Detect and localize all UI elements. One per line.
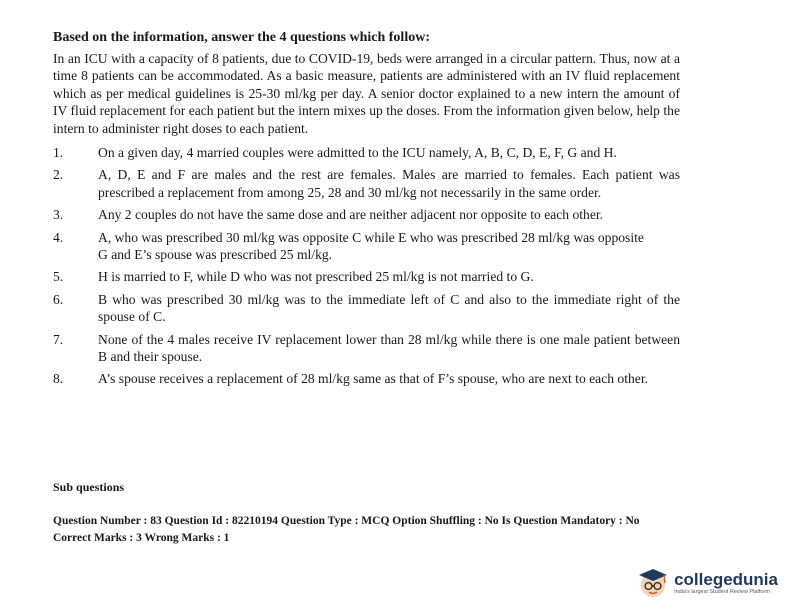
marks-meta-line: Correct Marks : 3 Wrong Marks : 1 bbox=[53, 532, 230, 544]
clue-text: H is married to F, while D who was not prescribed 25 ml/kg is not married to G. bbox=[98, 269, 534, 285]
clue-item bbox=[53, 229, 680, 264]
clue-text-continuation: G and E’s spouse was prescribed 25 ml/kg. bbox=[98, 247, 333, 263]
clue-list bbox=[53, 144, 680, 393]
clue-item bbox=[53, 206, 680, 223]
clue-number: 6. bbox=[53, 291, 64, 307]
clue-item bbox=[53, 144, 680, 161]
clue-number: 2. bbox=[53, 167, 64, 183]
clue-text: Any 2 couples do not have the same dose and are neither adjacent nor opposite to each other. bbox=[98, 207, 604, 223]
clue-number: 5. bbox=[53, 269, 64, 285]
clue-text: A, who was prescribed 30 ml/kg was opposite C while E who was prescribed 28 ml/kg was opposite bbox=[98, 229, 644, 245]
question-meta bbox=[53, 513, 640, 547]
student-mascot-icon bbox=[636, 566, 670, 600]
sub-questions-label: Sub questions bbox=[53, 480, 125, 494]
clue-number: 7. bbox=[53, 331, 64, 347]
clue-number: 3. bbox=[53, 207, 64, 223]
collegedunia-logo[interactable] bbox=[636, 566, 778, 600]
question-meta-line: Question Number : 83 Question Id : 82210194 Question Type : MCQ Option Shuffling : No Is Question Mandatory : No bbox=[53, 515, 640, 527]
logo-tagline: India's largest Student Review Platform bbox=[674, 589, 770, 595]
clue-text: None of the 4 males receive IV replacement lower than 28 ml/kg while there is one male patient between B and their spouse. bbox=[98, 331, 680, 365]
clue-item bbox=[53, 291, 680, 326]
clue-number: 1. bbox=[53, 145, 64, 160]
clue-number: 8. bbox=[53, 371, 64, 387]
section-heading: Based on the information, answer the 4 questions which follow: bbox=[53, 30, 430, 45]
clue-text: A’s spouse receives a replacement of 28 ml/kg same as that of F’s spouse, who are next to each other. bbox=[98, 371, 649, 387]
clue-item bbox=[53, 268, 680, 285]
clue-item bbox=[53, 370, 680, 387]
clue-item bbox=[53, 166, 680, 201]
logo-wordmark: collegedunia bbox=[674, 570, 778, 589]
clue-text: On a given day, 4 married couples were admitted to the ICU namely, A, B, C, D, E, F, G and H. bbox=[98, 145, 617, 160]
clue-item bbox=[53, 331, 680, 366]
clue-number: 4. bbox=[53, 229, 64, 245]
clue-text: B who was prescribed 30 ml/kg was to the immediate left of C and also to the immediate right of the spouse of C. bbox=[98, 291, 680, 325]
clue-text: A, D, E and F are males and the rest are females. Males are married to females. Each patient was prescribed a replacement from among 25, 28 and 30 ml/kg not necessarily in the same order. bbox=[98, 167, 680, 200]
intro-paragraph: In an ICU with a capacity of 8 patients, due to COVID-19, beds were arranged in a circular pattern. Thus, now at a time 8 patients can be accommodated. As a basic measure, patients are administered with an IV fluid replacement which as per medical guidelines is 25-30 ml/kg per day. A senior doctor explained to a new intern the amount of IV fluid replacement for each patient but the intern mixes up the doses. From the information given below, help the intern to administer right doses to each patient. bbox=[53, 51, 680, 136]
